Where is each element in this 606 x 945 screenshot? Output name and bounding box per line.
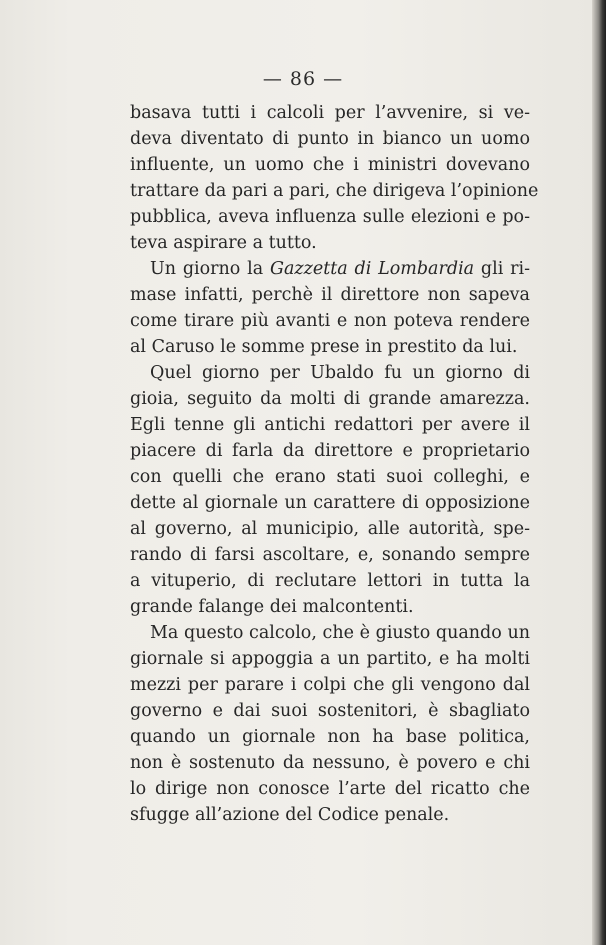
text-line: come tirare più avanti e non poteva rendere bbox=[130, 311, 530, 331]
text-line: governo e dai suoi sostenitori, è sbagliato bbox=[130, 701, 530, 721]
page-number: — 86 — bbox=[262, 68, 344, 90]
text-line: gioia, seguito da molti di grande amarezza. bbox=[130, 389, 530, 409]
text-fragment: Un giorno la bbox=[150, 259, 270, 279]
text-line: lo dirige non conosce l’arte del ricatto che bbox=[130, 779, 530, 799]
text-line: deva diventato di punto in bianco un uomo bbox=[130, 129, 530, 149]
text-line: Quel giorno per Ubaldo fu un giorno di bbox=[150, 363, 530, 383]
text-line bbox=[130, 256, 530, 282]
text-line: non è sostenuto da nessuno, è povero e chi bbox=[130, 753, 530, 773]
text-line: influente, un uomo che i ministri dovevano bbox=[130, 155, 530, 175]
paragraph-1 bbox=[130, 100, 539, 256]
text-line: pubblica, aveva influenza sulle elezioni e po- bbox=[130, 207, 530, 227]
text-line: a vituperio, di reclutare lettori in tutta la bbox=[130, 571, 530, 591]
body-text bbox=[130, 100, 539, 828]
text-line: Ma questo calcolo, che è giusto quando un bbox=[150, 623, 530, 643]
text-line: con quelli che erano stati suoi colleghi, e bbox=[130, 467, 530, 487]
text-line: teva aspirare a tutto. bbox=[130, 233, 317, 253]
text-line: Egli tenne gli antichi redattori per avere il bbox=[130, 415, 530, 435]
page-edge-shadow bbox=[592, 0, 606, 945]
text-line: dette al giornale un carattere di opposizione bbox=[130, 493, 530, 513]
paragraph-2 bbox=[130, 256, 530, 360]
newspaper-title: Gazzetta di Lombardia bbox=[269, 259, 475, 279]
text-line: giornale si appoggia a un partito, e ha molti bbox=[130, 649, 530, 669]
text-line: grande falange dei malcontenti. bbox=[130, 597, 414, 617]
text-line: rando di farsi ascoltare, e, sonando sempre bbox=[130, 545, 530, 565]
text-line: al governo, al municipio, alle autorità, spe- bbox=[130, 519, 530, 539]
text-line: mezzi per parare i colpi che gli vengono dal bbox=[130, 675, 530, 695]
text-line: sfugge all’azione del Codice penale. bbox=[130, 805, 450, 825]
text-line: piacere di farla da direttore e proprietario bbox=[130, 441, 530, 461]
text-fragment: gli ri- bbox=[474, 259, 530, 279]
text-line: quando un giornale non ha base politica, bbox=[130, 727, 530, 747]
text-line: mase infatti, perchè il direttore non sapeva bbox=[130, 285, 530, 305]
text-line: al Caruso le somme prese in prestito da lui. bbox=[130, 337, 518, 357]
paragraph-3 bbox=[130, 360, 530, 620]
paragraph-4 bbox=[130, 620, 530, 828]
text-line: trattare da pari a pari, che dirigeva l’opinione bbox=[130, 181, 539, 201]
text-line: basava tutti i calcoli per l’avvenire, si ve- bbox=[130, 103, 530, 123]
